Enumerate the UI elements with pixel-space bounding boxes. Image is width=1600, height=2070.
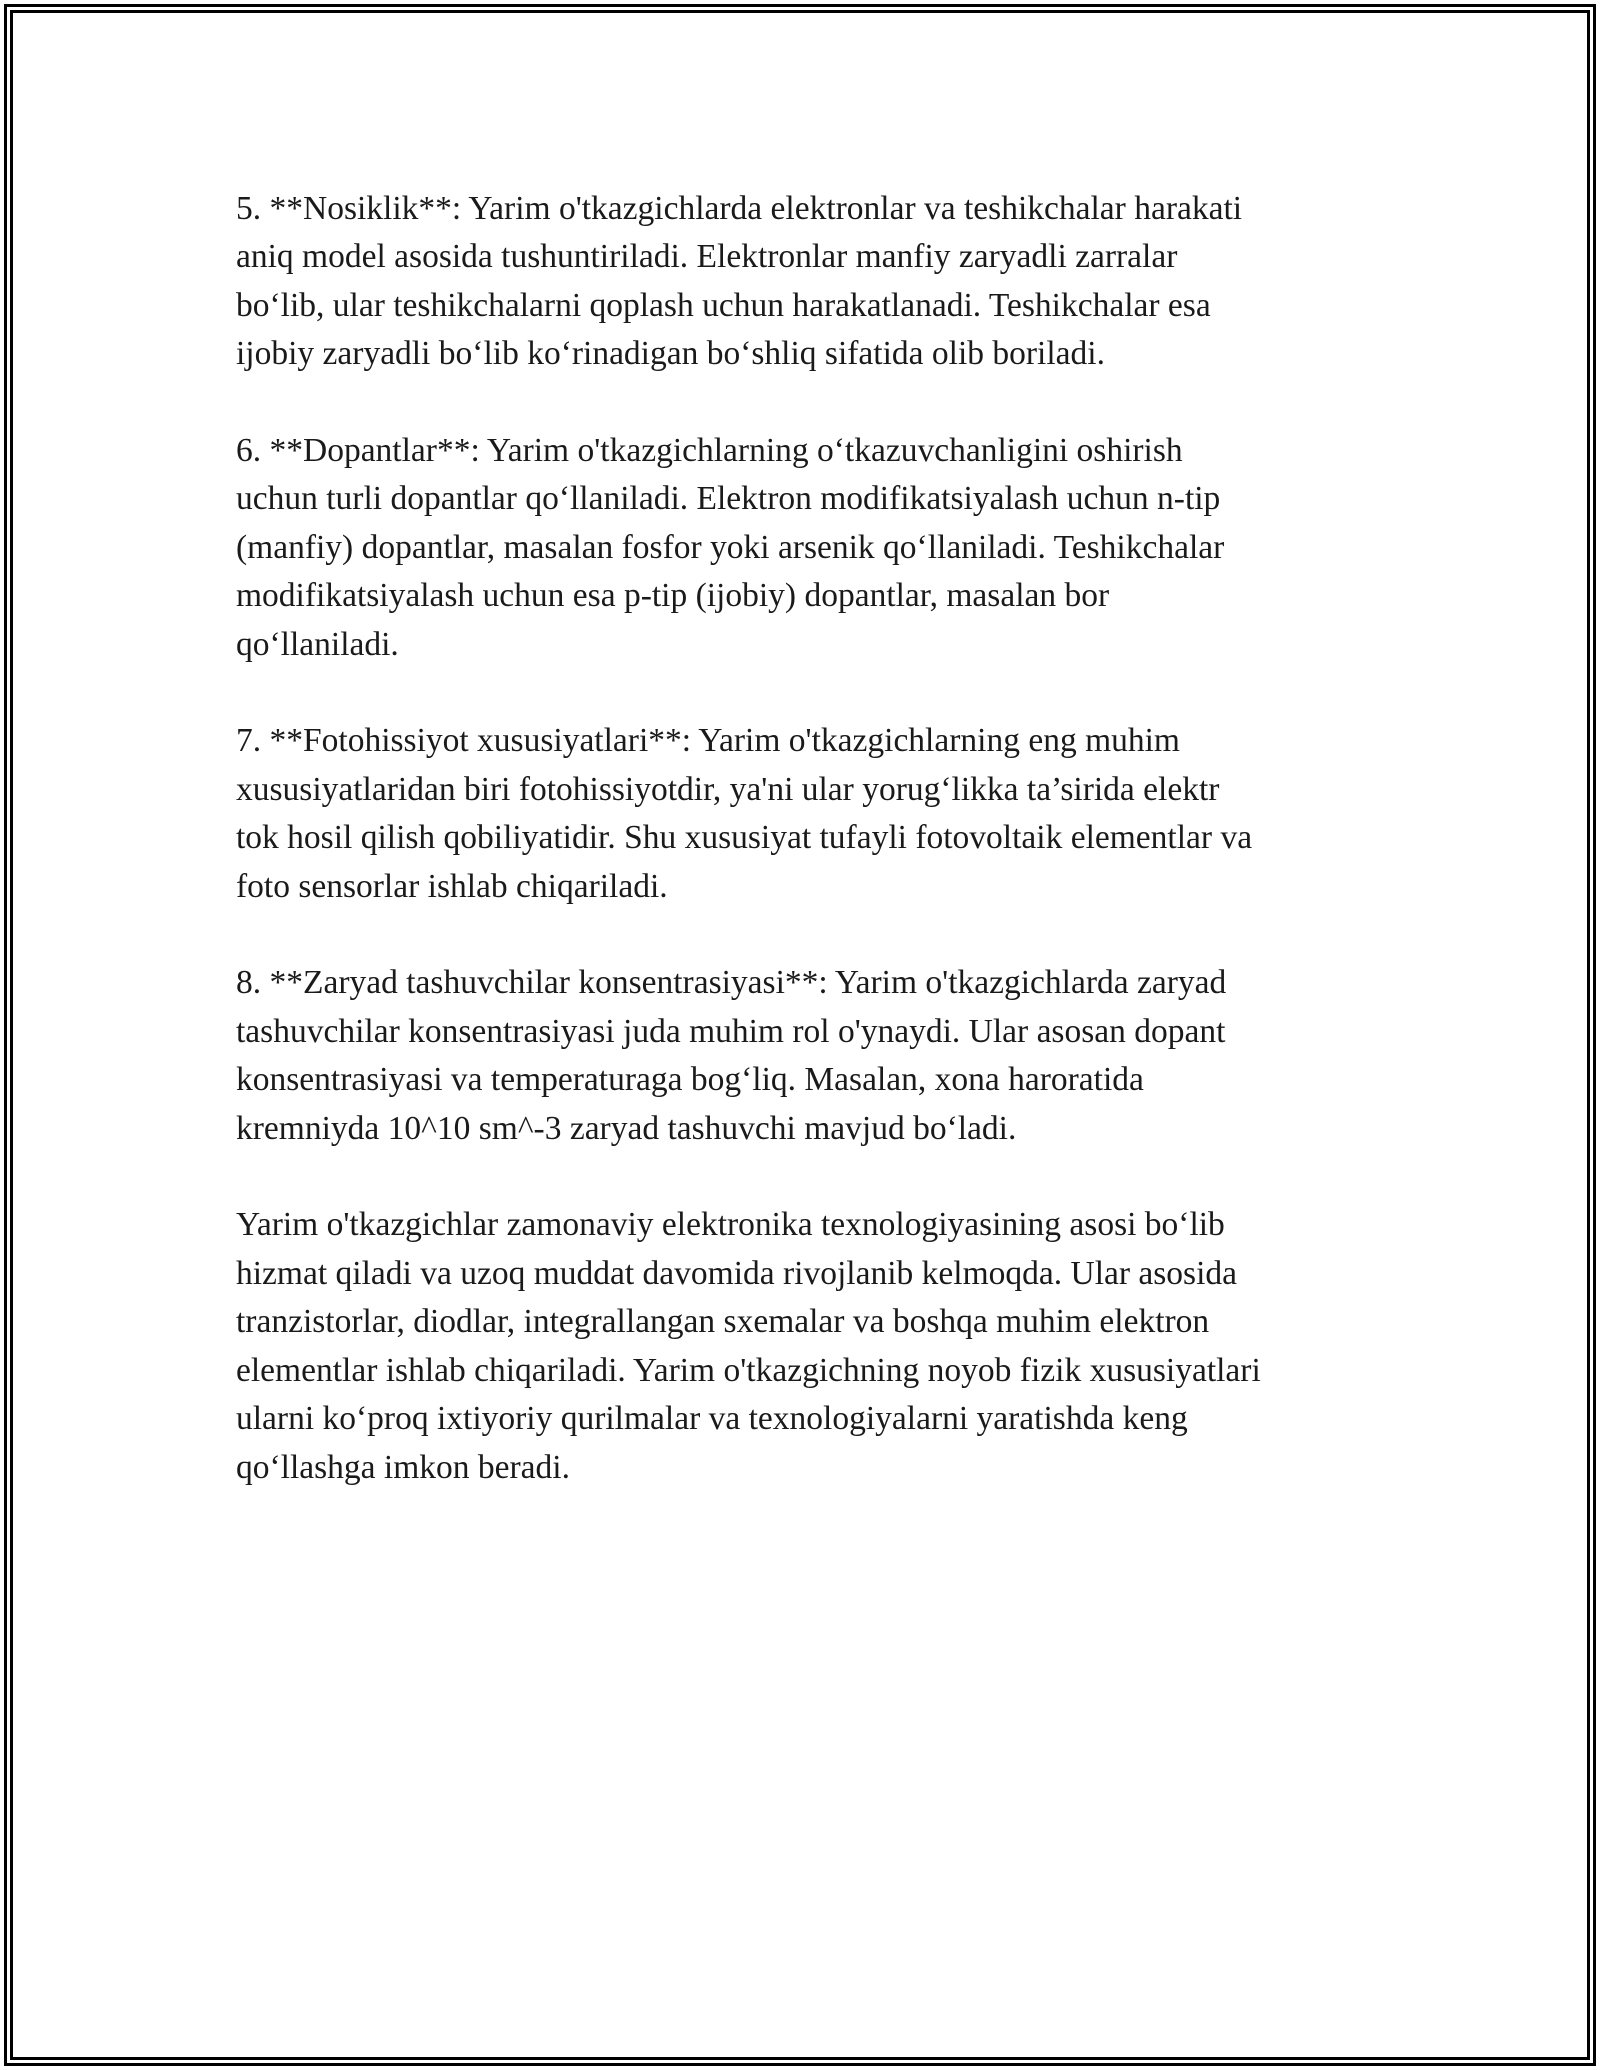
paragraph-dopantlar: 6. **Dopantlar**: Yarim o'tkazgichlarning o‘tkazuvchanligini oshirish uchun turli dopantlar qo‘llaniladi. Elektron modifikatsiyalash uchun n-tip (manfiy) dopantlar, masalan fosfor yoki arsenik qo‘llaniladi. Teshikchalar modifikatsiyalash uchun esa p-tip (ijobiy) dopantlar, masalan bor qo‘llaniladi.: [236, 432, 1225, 663]
paragraph-fotohissiyot: 7. **Fotohissiyot xususiyatlari**: Yarim o'tkazgichlarning eng muhim xususiyatlaridan biri fotohissiyotdir, ya'ni ular yorug‘likka ta’sirida elektr tok hosil qilish qobiliyatidir. Shu xususiyat tufayli fotovoltaik elementlar va foto sensorlar ishlab chiqariladi.: [236, 722, 1253, 905]
paragraph-conclusion: Yarim o'tkazgichlar zamonaviy elektronika texnologiyasining asosi bo‘lib hizmat qiladi va uzoq muddat davomida rivojlanib kelmoqda. Ular asosida tranzistorlar, diodlar, integrallangan sxemalar va boshqa muhim elektron elementlar ishlab chiqariladi. Yarim o'tkazgichning noyob fizik xususiyatlari ularni ko‘proq ixtiyoriy qurilmalar va texnologiyalarni yaratishda keng qo‘llashga imkon beradi.: [236, 1206, 1261, 1486]
paragraph-zaryad-tashuvchilar: 8. **Zaryad tashuvchilar konsentrasiyasi**: Yarim o'tkazgichlarda zaryad tashuvchilar konsentrasiyasi juda muhim rol o'ynaydi. Ular asosan dopant konsentrasiyasi va temperaturaga bog‘liq. Masalan, xona haroratida kremniyda 10^10 sm^-3 zaryad tashuvchi mavjud bo‘ladi.: [236, 964, 1227, 1147]
paragraph-nosiklik: 5. **Nosiklik**: Yarim o'tkazgichlarda elektronlar va teshikchalar harakati aniq model asosida tushuntiriladi. Elektronlar manfiy zaryadli zarralar bo‘lib, ular teshikchalarni qoplash uchun harakatlanadi. Teshikchalar esa ijobiy zaryadli bo‘lib ko‘rinadigan bo‘shliq sifatida olib boriladi.: [236, 190, 1243, 373]
document-body: [236, 185, 1366, 1540]
